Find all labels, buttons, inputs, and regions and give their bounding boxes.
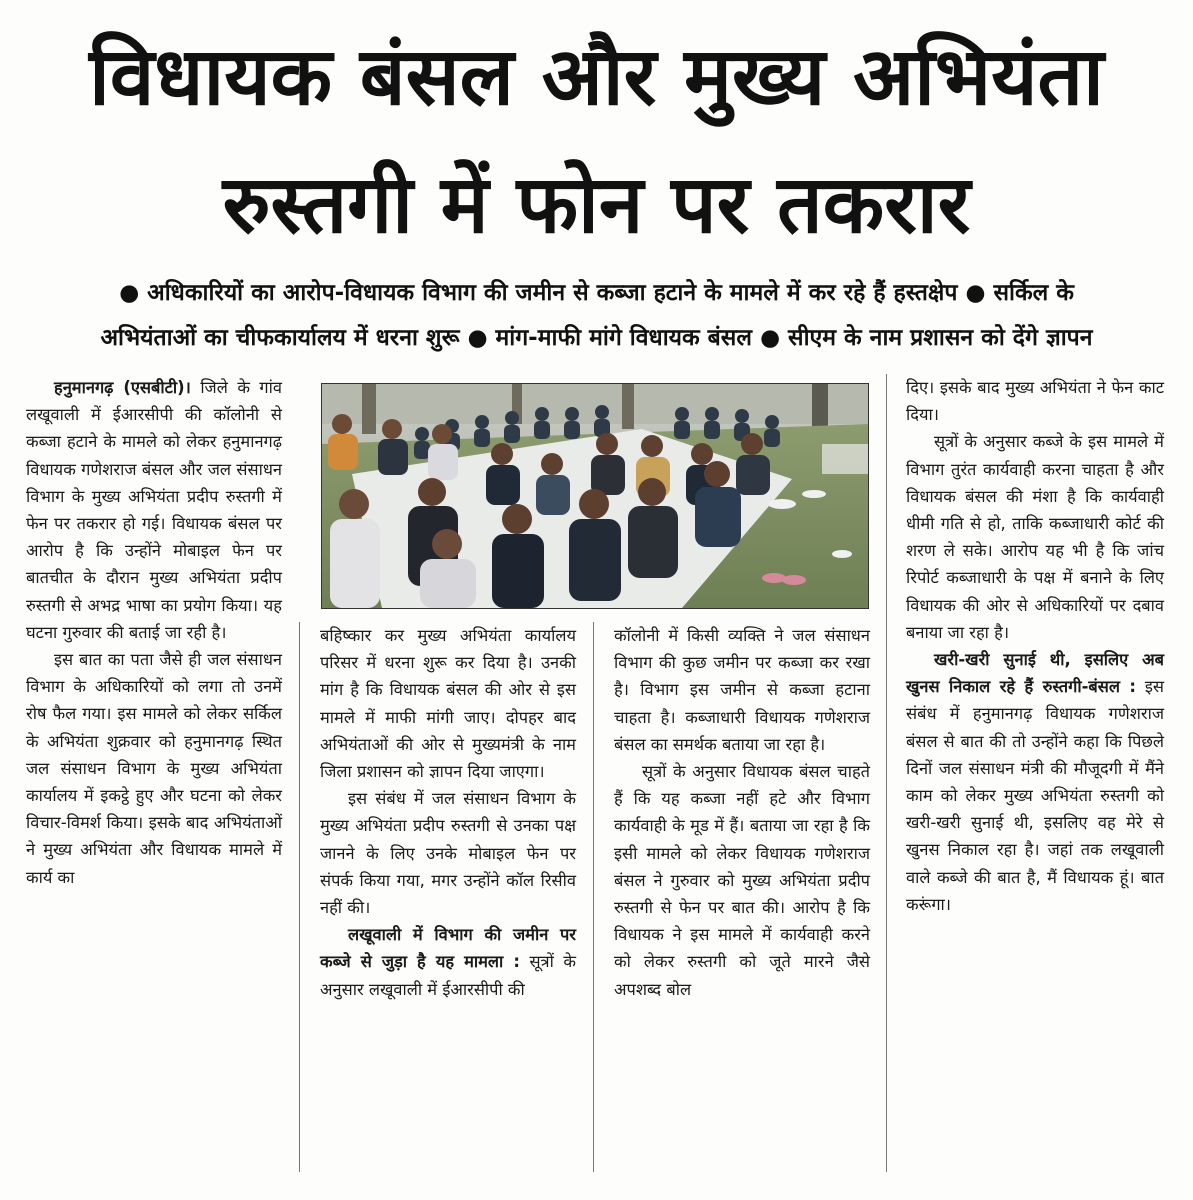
article-column-4 (906, 374, 1164, 918)
protest-photo-illustration (322, 384, 868, 608)
column-1-paragraph-2: इस बात का पता जैसे ही जल संसाधन विभाग के अधिकारियों को लगा तो उनमें रोष फैल गया। इस मामले को लेकर सर्किल के अभियंता शुक्रवार को हनुमानगढ़ स्थित जल संसाधन विभाग के मुख्य अभियंता कार्यालय में इकट्ठे हुए और घटना को लेकर विचार-विमर्श किया। इसके बाद अभियंताओं ने मुख्य अभियंता और विधायक मामले में कार्य का (26, 650, 282, 887)
headline-line-2: रुस्तगी में फोन पर तकरार (222, 158, 971, 251)
column-4-paragraph-3: इस संबंध में हनुमानगढ़ विधायक गणेशराज बंसल से बात की तो उन्होंने कहा कि पिछले दिनों जल संसाधन मंत्री की मौजूदगी में मैंने काम को लेकर मुख्य अभियंता रुस्तगी को खरी-खरी सुनाई थी, इसलिए वह मेरे से खुनस निकाल रहा है। जहां तक लखूवाली वाले कब्जे की बात है, मैं विधायक हूं। बात करूंगा। (906, 677, 1164, 914)
headline-line-1: विधायक बंसल और मुख्य अभियंता (89, 30, 1104, 123)
column-2-paragraph-1: बहिष्कार कर मुख्य अभियंता कार्यालय परिसर में धरना शुरू कर दिया है। उनकी मांग है कि विधायक बंसल की ओर से इस मामले में माफी मांगी जाए। दोपहर बाद अभियंताओं की ओर से मुख्यमंत्री के नाम जिला प्रशासन को ज्ञापन दिया जाएगा। (320, 626, 576, 782)
subheadline-line-2: अभियंताओं का चीफकार्यालय में धरना शुरू ● मांग-माफी मांगे विधायक बंसल ● सीएम के नाम प्रशासन को देंगे ज्ञापन (100, 325, 1093, 351)
column-4-subhead: खरी-खरी सुनाई थी, इसलिए अब खुनस निकाल रहे हैं रुस्तगी-बंसल : (906, 650, 1164, 697)
column-2-paragraph-2: इस संबंध में जल संसाधन विभाग के मुख्य अभियंता प्रदीप रुस्तगी से उनका पक्ष जानने के लिए उनके मोबाइल फेन पर संपर्क किया गया, मगर उन्होंने कॉल रिसीव नहीं की। (320, 789, 576, 918)
protest-photo (321, 383, 869, 609)
article-column-1 (26, 374, 282, 891)
subheadline-line-1: ● अधिकारियों का आरोप-विधायक विभाग की जमीन से कब्जा हटाने के मामले में कर रहे हैं हस्तक्षेप ● सर्किल के (119, 280, 1074, 306)
column-rule (593, 622, 594, 1172)
column-2-subhead: लखूवाली में विभाग की जमीन पर कब्जे से जुड़ा है यह मामला : (320, 925, 576, 972)
column-2-paragraph-3: सूत्रों के अनुसार लखूवाली में ईआरसीपी की (320, 952, 576, 999)
article-column-3 (614, 622, 870, 1003)
column-rule (299, 622, 300, 1172)
column-3-paragraph-1: कॉलोनी में किसी व्यक्ति ने जल संसाधन विभाग की कुछ जमीन पर कब्जा कर रखा है। विभाग इस जमीन से कब्जा हटाना चाहता है। कब्जाधारी विधायक गणेशराज बंसल का समर्थक बताया जा रहा है। (614, 626, 870, 754)
column-4-paragraph-2: सूत्रों के अनुसार कब्जे के इस मामले में विभाग तुरंत कार्यवाही करना चाहता है और विधायक बंसल की मंशा है कि कार्यवाही धीमी गति से हो, ताकि कब्जाधारी कोर्ट की शरण ले सके। आरोप यह भी है कि जांच रिपोर्ट कब्जाधारी के पक्ष में बनाने के लिए विधायक की ओर से अधिकारियों पर दबाव बनाया जा रहा है। (906, 432, 1164, 642)
column-3-paragraph-2: सूत्रों के अनुसार विधायक बंसल चाहते हैं कि यह कब्जा नहीं हटे और विभाग कार्यवाही के मूड में हैं। बताया जा रहा है कि इसी मामले को लेकर विधायक गणेशराज बंसल ने गुरुवार को मुख्य अभियंता प्रदीप रुस्तगी से फेन पर बात की। आरोप है कि विधायक ने इस मामले में कार्यवाही करने को लेकर रुस्तगी को जूते मारने जैसे अपशब्द बोल (614, 762, 870, 999)
article-column-2 (320, 622, 576, 1003)
dateline: हनुमानगढ़ (एसबीटी)। (54, 378, 191, 397)
column-4-paragraph-1: दिए। इसके बाद मुख्य अभियंता ने फेन काट दिया। (906, 378, 1164, 425)
column-1-paragraph-1: जिले के गांव लखूवाली में ईआरसीपी की कॉलोनी से कब्जा हटाने के मामले को लेकर हनुमानगढ़ विधायक गणेशराज बंसल और जल संसाधन विभाग के मुख्य अभियंता प्रदीप रुस्तगी में फेन पर तकरार हो गई। विधायक बंसल पर आरोप है कि उन्होंने मोबाइल फेन पर बातचीत के दौरान मुख्य अभियंता प्रदीप रुस्तगी से अभद्र भाषा का प्रयोग किया। यह घटना गुरुवार की बताई जा रही है। (26, 378, 282, 642)
column-rule (886, 374, 887, 1172)
